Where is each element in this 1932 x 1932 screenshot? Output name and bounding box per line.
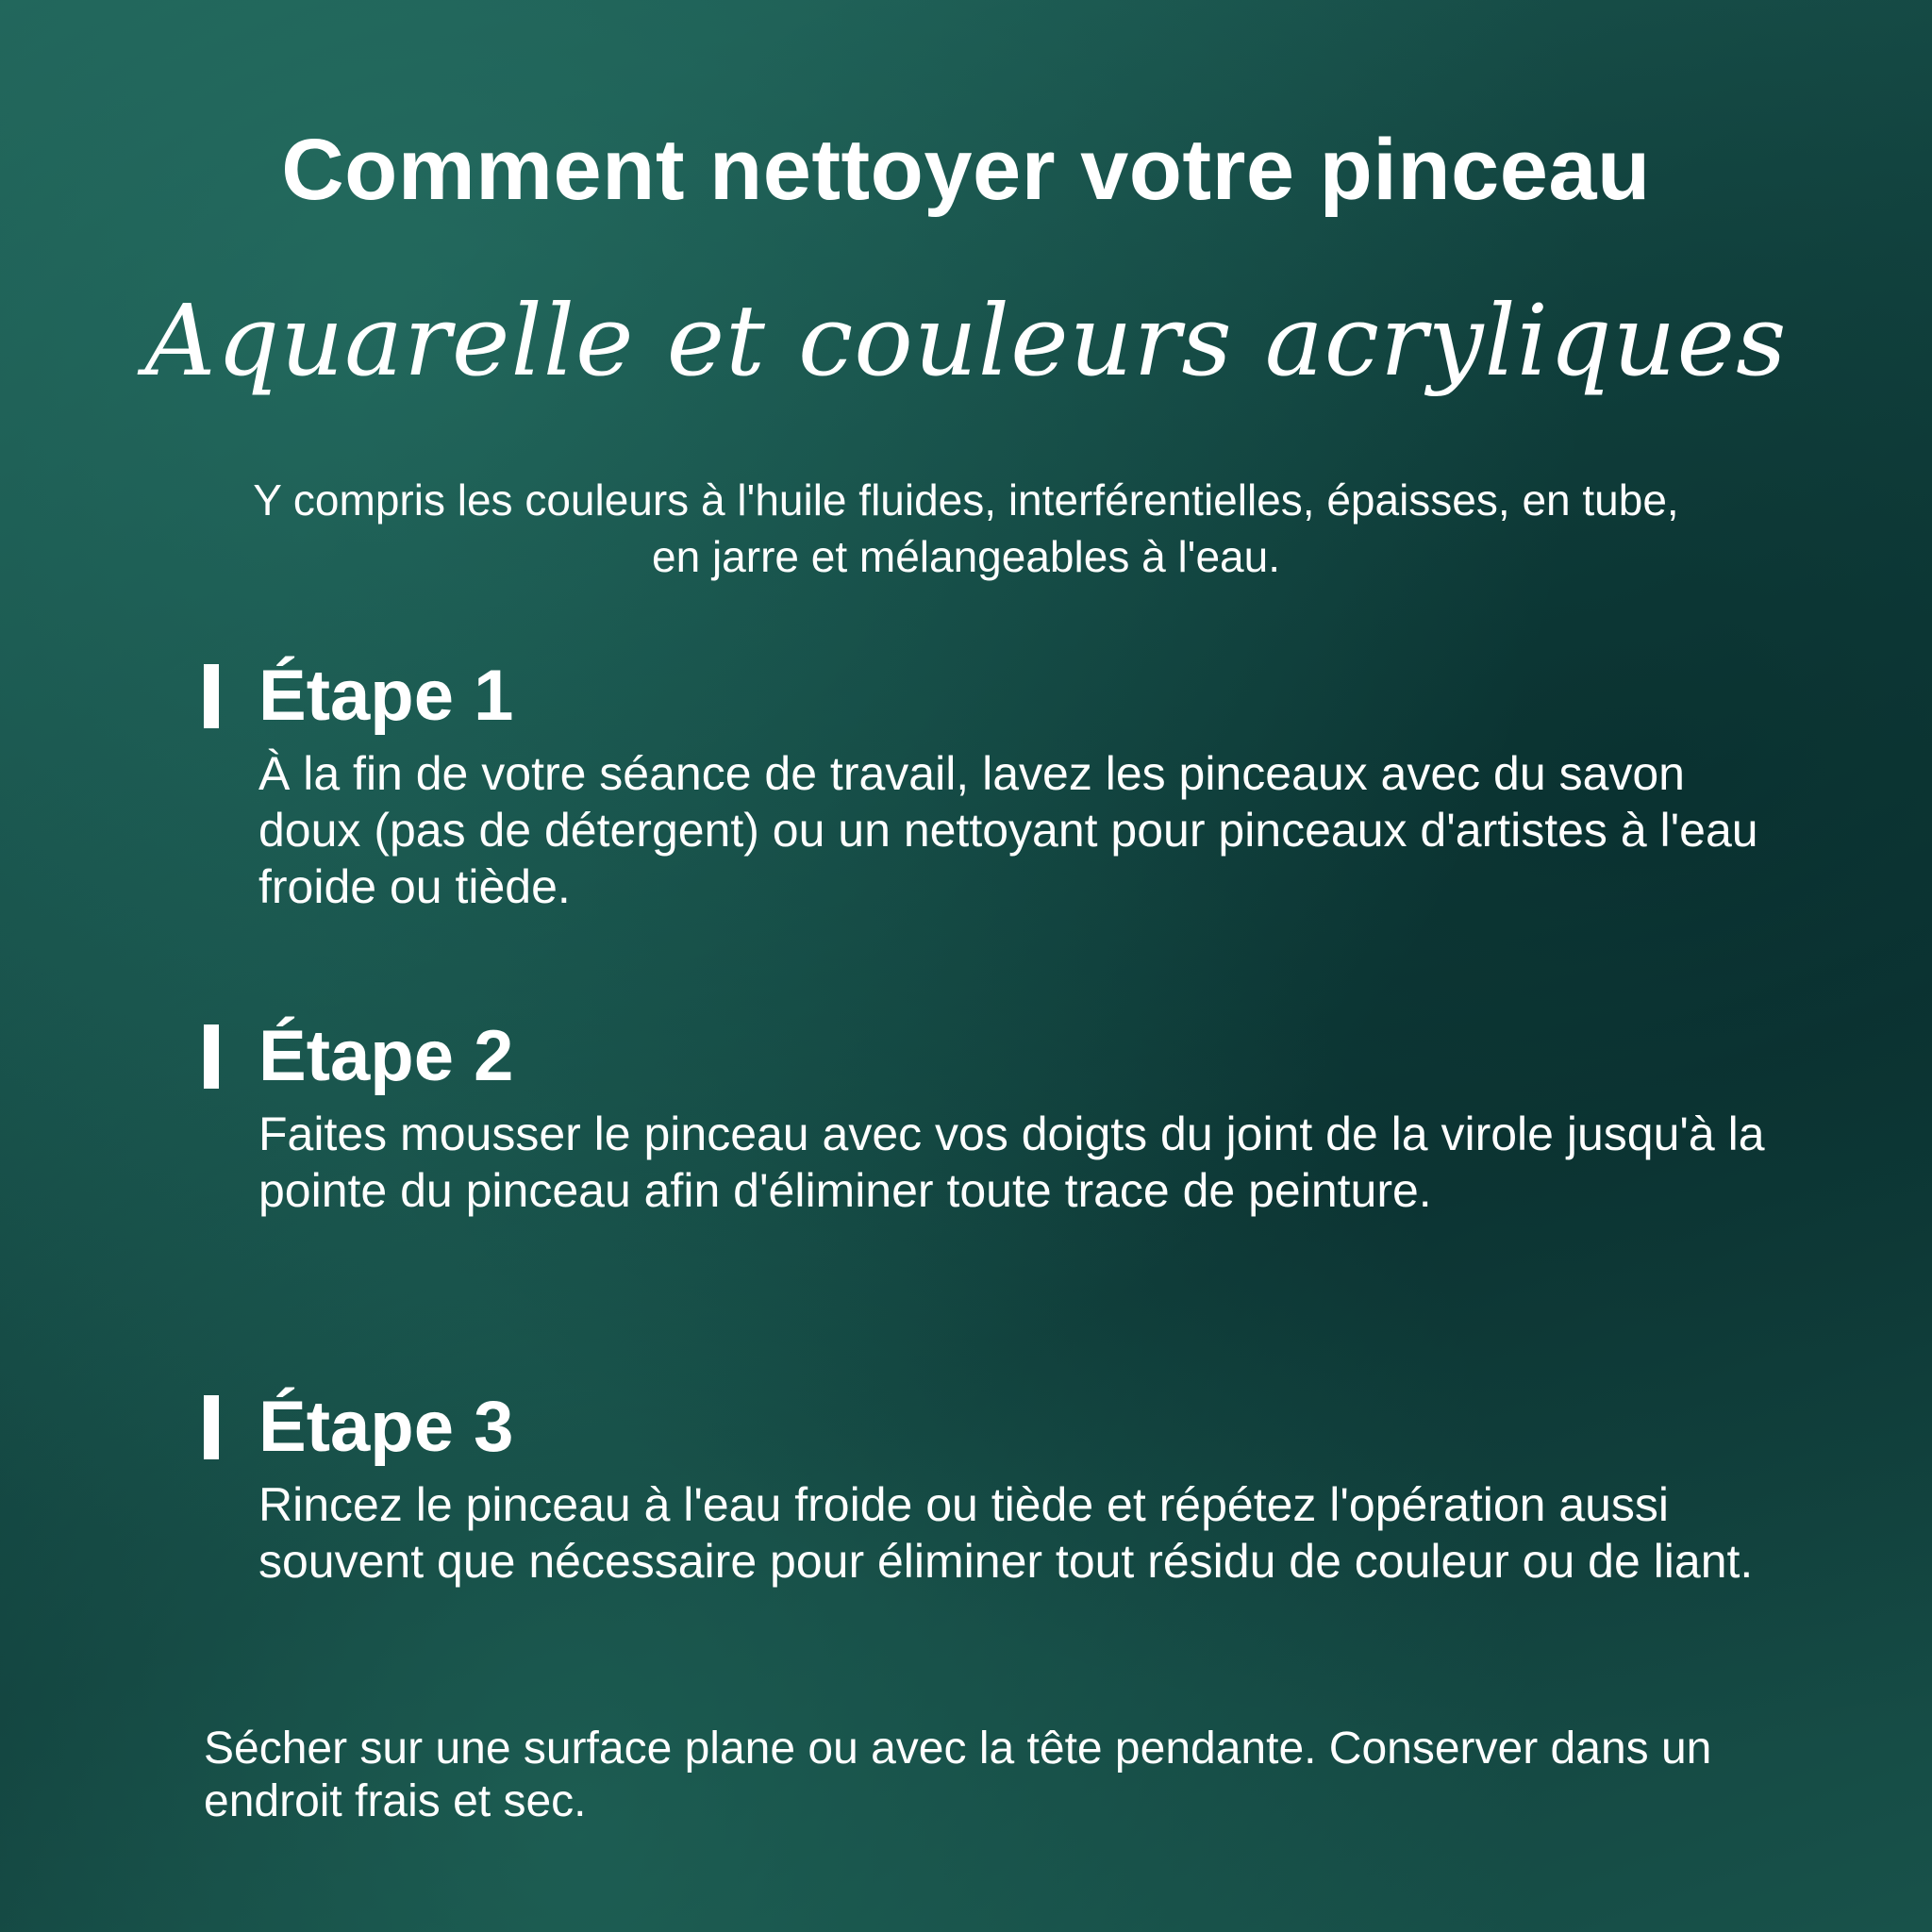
step-title: Étape 3 bbox=[258, 1387, 514, 1467]
step-body: À la fin de votre séance de travail, lavez les pinceaux avec du savon doux (pas de détergent) ou un nettoyant pour pinceaux d'artistes à l'eau froide ou tiède. bbox=[258, 747, 1758, 913]
step-title: Étape 1 bbox=[258, 656, 514, 736]
step-body: Rincez le pinceau à l'eau froide ou tiède et répétez l'opération aussi souvent que nécessaire pour éliminer tout résidu de couleur ou de liant. bbox=[258, 1478, 1754, 1588]
step-marker-bar bbox=[204, 1024, 219, 1089]
step-marker-bar bbox=[204, 1395, 219, 1459]
footer-note: Sécher sur une surface plane ou avec la tête pendante. Conserver dans un endroit frais et sec. bbox=[204, 1724, 1712, 1826]
script-heading: Aquarelle et couleurs acryliques bbox=[144, 283, 1788, 398]
page-title: Comment nettoyer votre pinceau bbox=[281, 122, 1651, 218]
step-title: Étape 2 bbox=[258, 1016, 514, 1096]
step-body: Faites mousser le pinceau avec vos doigts du joint de la virole jusqu'à la pointe du pinceau afin d'éliminer toute trace de peinture. bbox=[258, 1108, 1765, 1217]
step-marker-bar bbox=[204, 664, 219, 728]
subtitle: Y compris les couleurs à l'huile fluides, interférentielles, épaisses, en tube, en jarre et mélangeables à l'eau. bbox=[253, 475, 1679, 581]
